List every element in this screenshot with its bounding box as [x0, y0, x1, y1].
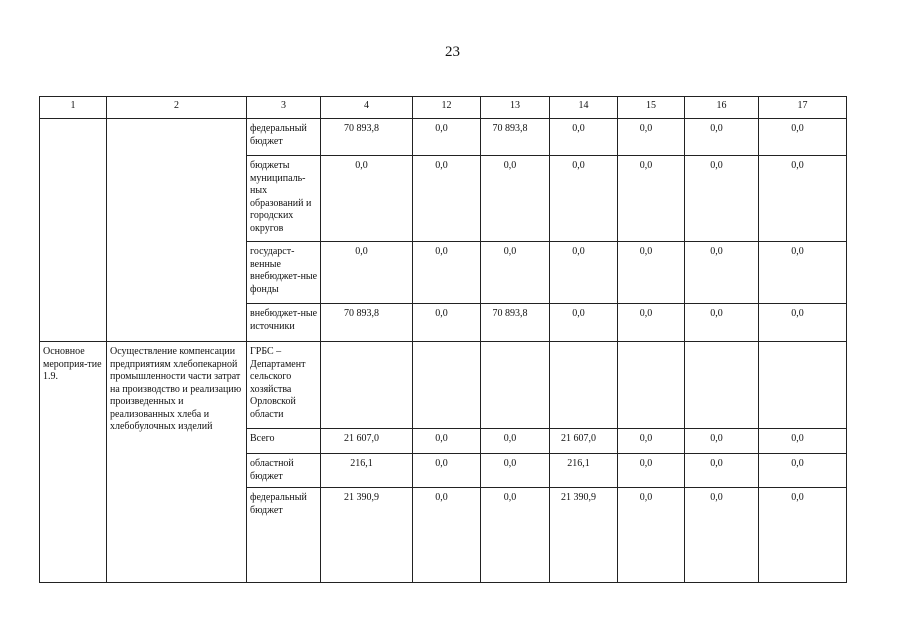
value-cell: 0,0 — [759, 242, 847, 304]
column-header: 13 — [481, 97, 550, 119]
value-cell: 0,0 — [759, 429, 847, 454]
header-row — [40, 97, 847, 119]
value-cell — [618, 342, 685, 429]
value-cell: 0,0 — [618, 429, 685, 454]
value-cell: 0,0 — [759, 119, 847, 156]
value-cell: 0,0 — [618, 304, 685, 342]
source-label: Всего — [247, 429, 321, 454]
value-cell: 70 893,8 — [321, 304, 413, 342]
value-cell: 0,0 — [759, 454, 847, 488]
value-cell: 0,0 — [413, 156, 481, 242]
measure-name: Основное мероприя-тие 1.9. — [40, 342, 107, 583]
value-cell: 70 893,8 — [321, 119, 413, 156]
value-cell: 0,0 — [481, 454, 550, 488]
value-cell: 0,0 — [759, 304, 847, 342]
value-cell: 0,0 — [481, 242, 550, 304]
value-cell: 0,0 — [685, 429, 759, 454]
source-label: ГРБС – Департамент сельского хозяйства Орловской области — [247, 342, 321, 429]
value-cell: 21 390,9 — [550, 488, 618, 583]
value-cell: 0,0 — [759, 488, 847, 583]
value-cell — [413, 342, 481, 429]
column-header: 14 — [550, 97, 618, 119]
column-header: 15 — [618, 97, 685, 119]
value-cell: 21 607,0 — [321, 429, 413, 454]
value-cell: 0,0 — [550, 242, 618, 304]
column-header: 3 — [247, 97, 321, 119]
source-label: государст-венные внебюджет-ные фонды — [247, 242, 321, 304]
value-cell: 0,0 — [618, 119, 685, 156]
value-cell: 0,0 — [413, 454, 481, 488]
empty-cell — [107, 119, 247, 342]
column-header: 4 — [321, 97, 413, 119]
value-cell: 0,0 — [685, 156, 759, 242]
value-cell: 0,0 — [481, 429, 550, 454]
value-cell: 70 893,8 — [481, 304, 550, 342]
column-header: 1 — [40, 97, 107, 119]
budget-table — [39, 96, 847, 583]
source-label: федеральный бюджет — [247, 488, 321, 583]
column-header: 12 — [413, 97, 481, 119]
value-cell: 0,0 — [550, 119, 618, 156]
value-cell — [481, 342, 550, 429]
value-cell — [321, 342, 413, 429]
source-label: федеральный бюджет — [247, 119, 321, 156]
value-cell: 21 390,9 — [321, 488, 413, 583]
value-cell: 0,0 — [685, 488, 759, 583]
value-cell: 0,0 — [413, 429, 481, 454]
value-cell: 0,0 — [618, 454, 685, 488]
table-row — [40, 119, 847, 156]
source-label: бюджеты муниципаль-ных образований и городских округов — [247, 156, 321, 242]
value-cell: 0,0 — [321, 242, 413, 304]
value-cell: 0,0 — [413, 488, 481, 583]
value-cell — [685, 342, 759, 429]
source-label: внебюджет-ные источники — [247, 304, 321, 342]
value-cell: 0,0 — [685, 119, 759, 156]
source-label: областной бюджет — [247, 454, 321, 488]
value-cell: 21 607,0 — [550, 429, 618, 454]
value-cell: 0,0 — [481, 488, 550, 583]
value-cell: 0,0 — [413, 119, 481, 156]
value-cell: 0,0 — [550, 304, 618, 342]
value-cell: 0,0 — [685, 454, 759, 488]
value-cell: 0,0 — [759, 156, 847, 242]
measure-description: Осуществление компенсации предприятиям хлебопекарной промышленности части затрат на производство и реализацию произведенных и реализованных хлеба и хлебобулочных изделий — [107, 342, 247, 583]
empty-cell — [40, 119, 107, 342]
value-cell — [550, 342, 618, 429]
page-number: 23 — [445, 44, 460, 60]
value-cell: 216,1 — [550, 454, 618, 488]
value-cell: 0,0 — [618, 156, 685, 242]
value-cell — [759, 342, 847, 429]
column-header: 16 — [685, 97, 759, 119]
value-cell: 70 893,8 — [481, 119, 550, 156]
value-cell: 0,0 — [618, 488, 685, 583]
value-cell: 216,1 — [321, 454, 413, 488]
column-header: 17 — [759, 97, 847, 119]
value-cell: 0,0 — [321, 156, 413, 242]
column-header: 2 — [107, 97, 247, 119]
value-cell: 0,0 — [685, 242, 759, 304]
value-cell: 0,0 — [618, 242, 685, 304]
value-cell: 0,0 — [685, 304, 759, 342]
value-cell: 0,0 — [413, 242, 481, 304]
value-cell: 0,0 — [550, 156, 618, 242]
table-row — [40, 342, 847, 429]
value-cell: 0,0 — [481, 156, 550, 242]
value-cell: 0,0 — [413, 304, 481, 342]
